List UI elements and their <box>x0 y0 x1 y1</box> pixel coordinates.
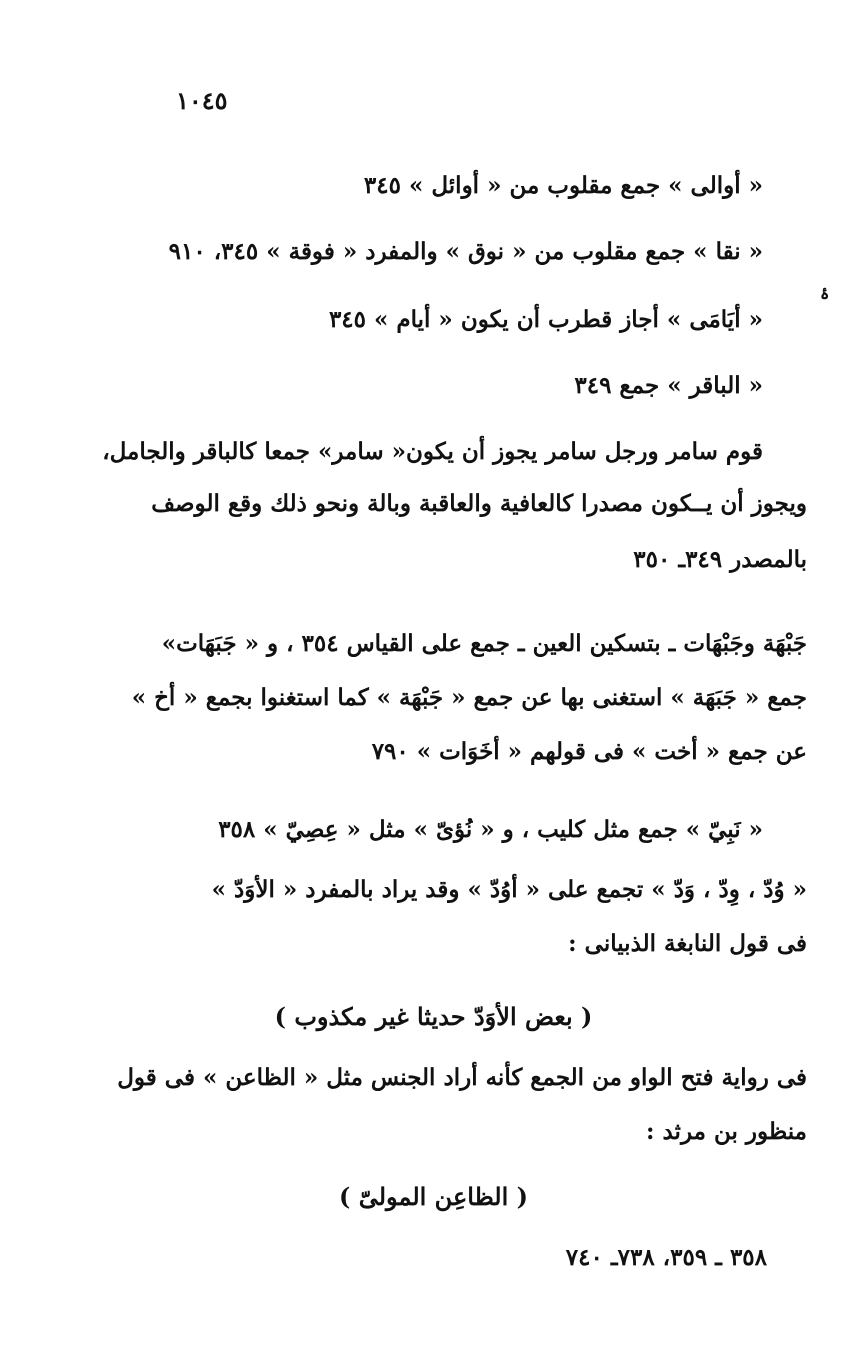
text-line: جمع « جَبَهَة » استغنى بها عن جمع « جَبْهَة » كما استغنوا بجمع « أخ » <box>131 684 807 711</box>
text-line: منظور بن مرثد : <box>645 1118 807 1145</box>
text-line: فى رواية فتح الواو من الجمع كأنه أراد الجنس مثل « الظاعن » فى قول <box>117 1064 807 1091</box>
text-line: قوم سامر ورجل سامر يجوز أن يكون« سامر» جمعا كالباقر والجامل، <box>102 438 763 465</box>
text-line: بالمصدر ٣٤٩ـ ٣٥٠ <box>633 546 807 573</box>
entry-nabiy: « نَبِيّ » جمع مثل كليب ، و « نُؤىّ » مثل « عِصِيّ » ٣٥٨ <box>218 816 763 843</box>
text-line: فى قول النابغة الذبيانى : <box>568 930 807 957</box>
entry-baqir: « الباقر » جمع ٣٤٩ <box>574 372 763 399</box>
entry-ayama: « أيَامَى » أجاز قطرب أن يكون « أيام » ٣٤٥ <box>328 306 763 333</box>
verse-manzur: ( الظاعِن المولىّ ) <box>339 1182 528 1211</box>
entry-wudd: « وُدّ ، وِدّ ، وَدّ » تجمع على « أوُدّ » وقد يراد بالمفرد « الأوَدّ » <box>211 876 807 903</box>
margin-mark: ۀ <box>820 284 830 303</box>
page-references: ٣٥٨ ـ ٣٥٩، ٧٣٨ـ ٧٤٠ <box>565 1244 767 1271</box>
entry-jabha: جَبْهَة وجَبْهَات ـ بتسكين العين ـ جمع على القياس ٣٥٤ ، و « جَبَهَات» <box>161 630 807 657</box>
text-line: عن جمع « أخت » فى قولهم « أخَوَات » ٧٩٠ <box>371 738 807 765</box>
entry-awali: « أوالى » جمع مقلوب من « أوائل » ٣٤٥ <box>363 172 763 199</box>
entry-naqa: « نقا » جمع مقلوب من « نوق » والمفرد « فوقة » ٣٤٥، ٩١٠ <box>168 238 763 265</box>
verse-nabigha: ( بعض الأوَدّ حديثا غير مكذوب ) <box>274 1002 593 1031</box>
page-number: ١٠٤٥ <box>176 86 228 115</box>
text-line: ويجوز أن يــكون مصدرا كالعافية والعاقبة وبالة ونحو ذلك وقع الوصف <box>151 490 807 517</box>
